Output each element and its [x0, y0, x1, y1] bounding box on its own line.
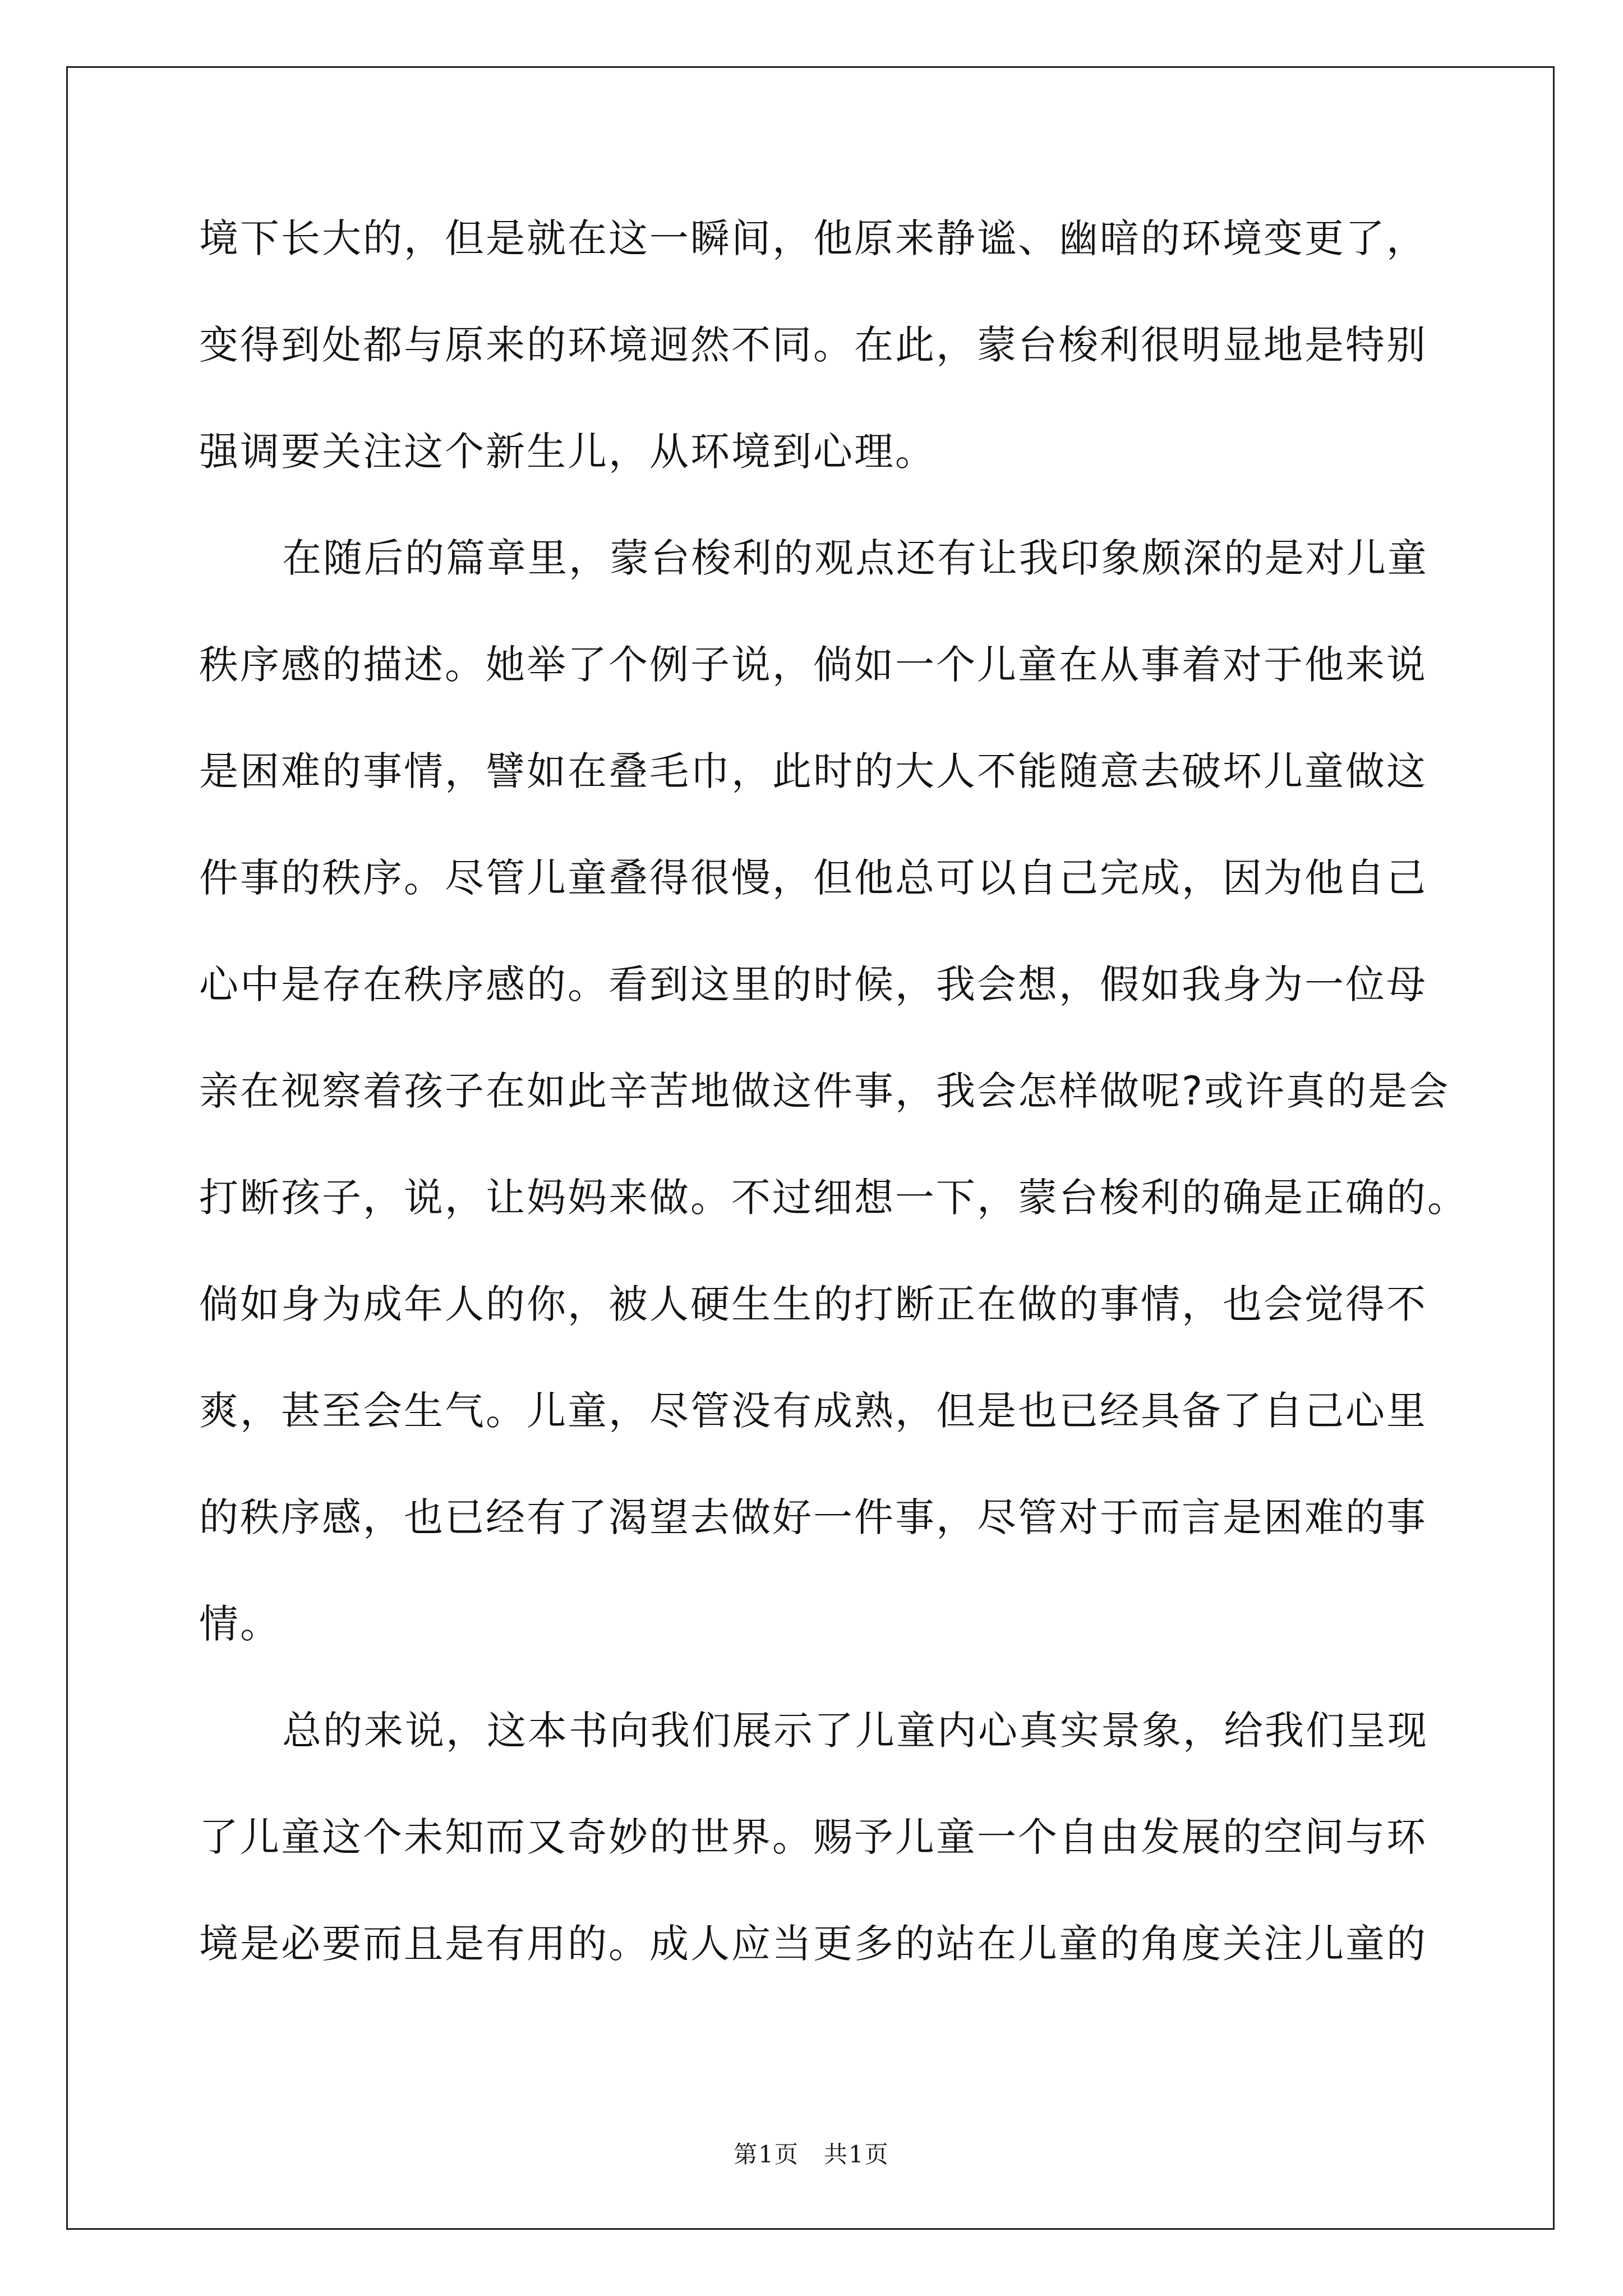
text-line: 件事的秩序。尽管儿童叠得很慢，但他总可以自己完成，因为他自己 [199, 855, 1427, 901]
paragraph-start-line: 总的来说，这本书向我们展示了儿童内心真实景象，给我们呈现 [282, 1708, 1428, 1754]
text-line: 亲在视察着孩子在如此辛苦地做这件事，我会怎样做呢?或许真的是会 [199, 1068, 1450, 1114]
text-line: 是困难的事情，譬如在叠毛巾，此时的大人不能随意去破坏儿童做这 [199, 748, 1427, 794]
text-line: 强调要关注这个新生儿，从环境到心理。 [199, 429, 936, 475]
document-body [199, 185, 1468, 1997]
text-line: 了儿童这个未知而又奇妙的世界。赐予儿童一个自由发展的空间与环 [199, 1814, 1427, 1860]
text-line: 打断孩子，说，让妈妈来做。不过细想一下，蒙台梭利的确是正确的。 [199, 1175, 1468, 1221]
text-line: 倘如身为成年人的你，被人硬生生的打断正在做的事情，也会觉得不 [199, 1281, 1427, 1327]
paragraph-start-line: 在随后的篇章里，蒙台梭利的观点还有让我印象颇深的是对儿童 [282, 535, 1428, 581]
text-line: 的秩序感，也已经有了渴望去做好一件事，尽管对于而言是困难的事 [199, 1494, 1427, 1540]
text-line: 变得到处都与原来的环境迥然不同。在此，蒙台梭利很明显地是特别 [199, 322, 1427, 368]
text-line: 境下长大的，但是就在这一瞬间，他原来静谧、幽暗的环境变更了， [199, 215, 1427, 261]
text-line: 心中是存在秩序感的。看到这里的时候，我会想，假如我身为一位母 [199, 961, 1427, 1007]
text-line: 境是必要而且是有用的。成人应当更多的站在儿童的角度关注儿童的 [199, 1921, 1427, 1967]
text-line: 爽，甚至会生气。儿童，尽管没有成熟，但是也已经具备了自己心里 [199, 1388, 1427, 1434]
page-number-footer: 第1页 共1页 [734, 2141, 889, 2168]
text-line: 秩序感的描述。她举了个例子说，倘如一个儿童在从事着对于他来说 [199, 642, 1427, 688]
text-line: 情。 [199, 1601, 281, 1647]
